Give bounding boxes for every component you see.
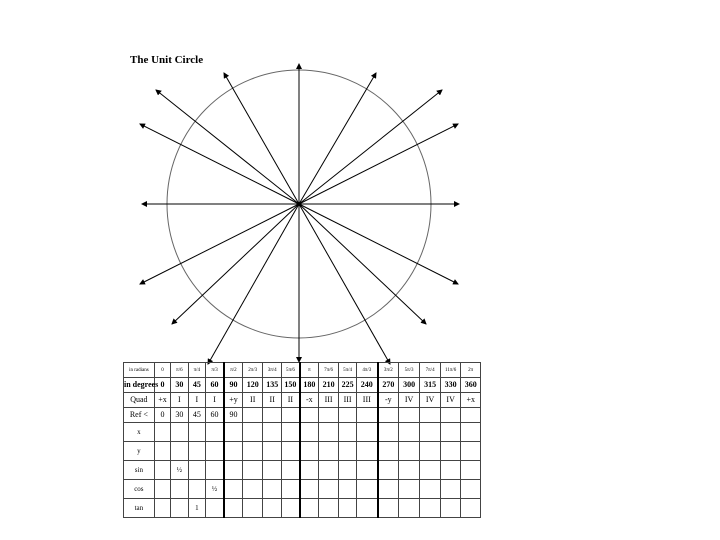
x-row-cell bbox=[398, 423, 420, 442]
x-row-cell bbox=[339, 423, 356, 442]
tan-row-cell bbox=[356, 499, 378, 518]
quad-row-cell: -y bbox=[378, 393, 399, 408]
tan-row-cell bbox=[171, 499, 188, 518]
sin-row-cell bbox=[188, 461, 205, 480]
radians-row-cell: π/4 bbox=[188, 363, 205, 378]
tan-header: tan bbox=[124, 499, 155, 518]
x-row-cell bbox=[171, 423, 188, 442]
x-row-cell bbox=[378, 423, 399, 442]
unit-circle-table bbox=[123, 362, 481, 518]
degrees-header: in degrees bbox=[124, 378, 155, 393]
page-title: The Unit Circle bbox=[130, 54, 204, 66]
x-row-cell bbox=[206, 423, 224, 442]
degrees-row-cell: 45 bbox=[188, 378, 205, 393]
degrees-row-cell: 330 bbox=[440, 378, 461, 393]
degrees-row-cell: 270 bbox=[378, 378, 399, 393]
quad-row-cell: III bbox=[318, 393, 339, 408]
tan-row-cell bbox=[339, 499, 356, 518]
ray-120 bbox=[224, 73, 299, 204]
sin-row-cell bbox=[440, 461, 461, 480]
degrees-row-cell: 150 bbox=[281, 378, 299, 393]
tan-row-cell bbox=[300, 499, 318, 518]
y-row-cell bbox=[339, 442, 356, 461]
ref-header: Ref < bbox=[124, 408, 155, 423]
sin-row-cell bbox=[224, 461, 242, 480]
ref-row-cell: 90 bbox=[224, 408, 242, 423]
ray-330 bbox=[299, 204, 458, 284]
degrees-row-cell: 90 bbox=[224, 378, 242, 393]
quad-row-cell: III bbox=[356, 393, 378, 408]
ref-row-cell bbox=[378, 408, 399, 423]
degrees-row-cell: 30 bbox=[171, 378, 188, 393]
y-row-cell bbox=[281, 442, 299, 461]
radians-row-cell: 5π/6 bbox=[281, 363, 299, 378]
tan-row-cell bbox=[242, 499, 263, 518]
radians-row-cell: π bbox=[300, 363, 318, 378]
ray-45 bbox=[299, 90, 442, 204]
x-row-cell bbox=[242, 423, 263, 442]
sin-row-cell bbox=[263, 461, 281, 480]
ray-225 bbox=[172, 204, 299, 324]
quad-row-cell: II bbox=[281, 393, 299, 408]
tan-row-cell bbox=[420, 499, 441, 518]
y-row-cell bbox=[263, 442, 281, 461]
y-row-cell bbox=[171, 442, 188, 461]
y-row-cell bbox=[398, 442, 420, 461]
degrees-row-cell: 315 bbox=[420, 378, 441, 393]
ref-row-cell bbox=[398, 408, 420, 423]
sin-row-cell bbox=[378, 461, 399, 480]
quad-row-cell: IV bbox=[440, 393, 461, 408]
x-row-cell bbox=[281, 423, 299, 442]
ref-row-cell bbox=[242, 408, 263, 423]
radians-header: in radians bbox=[124, 363, 155, 378]
radians-row-cell: π/2 bbox=[224, 363, 242, 378]
radians-row-cell: 7π/4 bbox=[420, 363, 441, 378]
cos-row-cell bbox=[224, 480, 242, 499]
ref-row-cell bbox=[281, 408, 299, 423]
x-row bbox=[124, 423, 481, 442]
ref-row-cell bbox=[420, 408, 441, 423]
radians-row-cell: 2π/3 bbox=[242, 363, 263, 378]
sin-row-cell bbox=[461, 461, 481, 480]
x-row-cell bbox=[300, 423, 318, 442]
radians-row-cell: 3π/4 bbox=[263, 363, 281, 378]
x-row-cell bbox=[356, 423, 378, 442]
y-row-cell bbox=[440, 442, 461, 461]
cos-row-cell bbox=[378, 480, 399, 499]
x-row-cell bbox=[188, 423, 205, 442]
cos-row-cell bbox=[154, 480, 170, 499]
cos-row-cell bbox=[356, 480, 378, 499]
sin-row-cell bbox=[154, 461, 170, 480]
quad-row-cell: I bbox=[206, 393, 224, 408]
quad-row-cell: IV bbox=[398, 393, 420, 408]
sin-header: sin bbox=[124, 461, 155, 480]
degrees-row-cell: 60 bbox=[206, 378, 224, 393]
quad-row-cell: IV bbox=[420, 393, 441, 408]
degrees-row-cell: 120 bbox=[242, 378, 263, 393]
y-row-cell bbox=[356, 442, 378, 461]
sin-row-cell bbox=[356, 461, 378, 480]
quad-row-cell: +y bbox=[224, 393, 242, 408]
tan-row-cell bbox=[263, 499, 281, 518]
ray-210 bbox=[140, 204, 299, 284]
tan-row bbox=[124, 499, 481, 518]
degrees-row bbox=[124, 378, 481, 393]
radians-row-cell: 2π bbox=[461, 363, 481, 378]
quad-row-cell: II bbox=[263, 393, 281, 408]
radians-row bbox=[124, 363, 481, 378]
degrees-row-cell: 210 bbox=[318, 378, 339, 393]
cos-row-cell bbox=[263, 480, 281, 499]
radians-row-cell: 5π/4 bbox=[339, 363, 356, 378]
x-row-cell bbox=[224, 423, 242, 442]
quad-row-cell: +x bbox=[461, 393, 481, 408]
ref-row-cell bbox=[339, 408, 356, 423]
radians-row-cell: π/6 bbox=[171, 363, 188, 378]
tan-row-cell bbox=[281, 499, 299, 518]
radians-row-cell: 4π/3 bbox=[356, 363, 378, 378]
sin-row-cell bbox=[339, 461, 356, 480]
radians-row-cell: 5π/3 bbox=[398, 363, 420, 378]
sin-row-cell bbox=[206, 461, 224, 480]
tan-row-cell bbox=[461, 499, 481, 518]
cos-row-cell bbox=[318, 480, 339, 499]
sin-row-cell bbox=[242, 461, 263, 480]
degrees-row-cell: 360 bbox=[461, 378, 481, 393]
y-row-cell bbox=[224, 442, 242, 461]
cos-row-cell bbox=[461, 480, 481, 499]
radians-row-cell: 11π/6 bbox=[440, 363, 461, 378]
degrees-row-cell: 300 bbox=[398, 378, 420, 393]
ray-240 bbox=[208, 204, 299, 364]
cos-row-cell bbox=[242, 480, 263, 499]
y-row bbox=[124, 442, 481, 461]
ref-row-cell bbox=[440, 408, 461, 423]
degrees-row-cell: 180 bbox=[300, 378, 318, 393]
y-header: y bbox=[124, 442, 155, 461]
x-row-cell bbox=[440, 423, 461, 442]
radians-row-cell: 7π/6 bbox=[318, 363, 339, 378]
cos-row-cell bbox=[188, 480, 205, 499]
sin-row bbox=[124, 461, 481, 480]
cos-row-cell bbox=[398, 480, 420, 499]
ref-row-cell: 45 bbox=[188, 408, 205, 423]
sin-row-cell bbox=[281, 461, 299, 480]
degrees-row-cell: 0 bbox=[154, 378, 170, 393]
y-row-cell bbox=[206, 442, 224, 461]
sin-row-cell bbox=[318, 461, 339, 480]
quad-row-cell: -x bbox=[300, 393, 318, 408]
ref-row-cell: 30 bbox=[171, 408, 188, 423]
x-row-cell bbox=[420, 423, 441, 442]
tan-row-cell bbox=[398, 499, 420, 518]
ref-row-cell bbox=[461, 408, 481, 423]
degrees-row-cell: 135 bbox=[263, 378, 281, 393]
y-row-cell bbox=[318, 442, 339, 461]
quad-row-cell: I bbox=[171, 393, 188, 408]
cos-row-cell: ½ bbox=[206, 480, 224, 499]
radians-row-cell: π/3 bbox=[206, 363, 224, 378]
quad-row-cell: +x bbox=[154, 393, 170, 408]
tan-row-cell bbox=[440, 499, 461, 518]
ref-row-cell: 60 bbox=[206, 408, 224, 423]
cos-row bbox=[124, 480, 481, 499]
ray-300 bbox=[299, 204, 390, 364]
quad-row-cell: II bbox=[242, 393, 263, 408]
tan-row-cell bbox=[378, 499, 399, 518]
angle-rays bbox=[140, 64, 459, 364]
y-row-cell bbox=[420, 442, 441, 461]
sin-row-cell: ½ bbox=[171, 461, 188, 480]
ref-row-cell: 0 bbox=[154, 408, 170, 423]
quad-row bbox=[124, 393, 481, 408]
x-row-cell bbox=[154, 423, 170, 442]
degrees-row-cell: 240 bbox=[356, 378, 378, 393]
tan-row-cell: 1 bbox=[188, 499, 205, 518]
sin-row-cell bbox=[398, 461, 420, 480]
y-row-cell bbox=[300, 442, 318, 461]
y-row-cell bbox=[378, 442, 399, 461]
cos-row-cell bbox=[420, 480, 441, 499]
radians-row-cell: 3π/2 bbox=[378, 363, 399, 378]
quad-row-cell: III bbox=[339, 393, 356, 408]
ref-row-cell bbox=[300, 408, 318, 423]
y-row-cell bbox=[242, 442, 263, 461]
cos-row-cell bbox=[171, 480, 188, 499]
tan-row-cell bbox=[318, 499, 339, 518]
x-row-cell bbox=[318, 423, 339, 442]
degrees-row-cell: 225 bbox=[339, 378, 356, 393]
ray-150 bbox=[140, 124, 299, 204]
tan-row-cell bbox=[206, 499, 224, 518]
cos-row-cell bbox=[281, 480, 299, 499]
sin-row-cell bbox=[300, 461, 318, 480]
x-header: x bbox=[124, 423, 155, 442]
ref-row-cell bbox=[356, 408, 378, 423]
x-row-cell bbox=[263, 423, 281, 442]
x-row-cell bbox=[461, 423, 481, 442]
tan-row-cell bbox=[154, 499, 170, 518]
ref-row-cell bbox=[263, 408, 281, 423]
tan-row-cell bbox=[224, 499, 242, 518]
cos-row-cell bbox=[300, 480, 318, 499]
ref-row bbox=[124, 408, 481, 423]
y-row-cell bbox=[154, 442, 170, 461]
cos-row-cell bbox=[339, 480, 356, 499]
ref-row-cell bbox=[318, 408, 339, 423]
sin-row-cell bbox=[420, 461, 441, 480]
quad-row-cell: I bbox=[188, 393, 205, 408]
ray-135 bbox=[156, 90, 299, 204]
y-row-cell bbox=[188, 442, 205, 461]
cos-header: cos bbox=[124, 480, 155, 499]
quad-header: Quad bbox=[124, 393, 155, 408]
cos-row-cell bbox=[440, 480, 461, 499]
y-row-cell bbox=[461, 442, 481, 461]
radians-row-cell: 0 bbox=[154, 363, 170, 378]
ray-315 bbox=[299, 204, 426, 324]
